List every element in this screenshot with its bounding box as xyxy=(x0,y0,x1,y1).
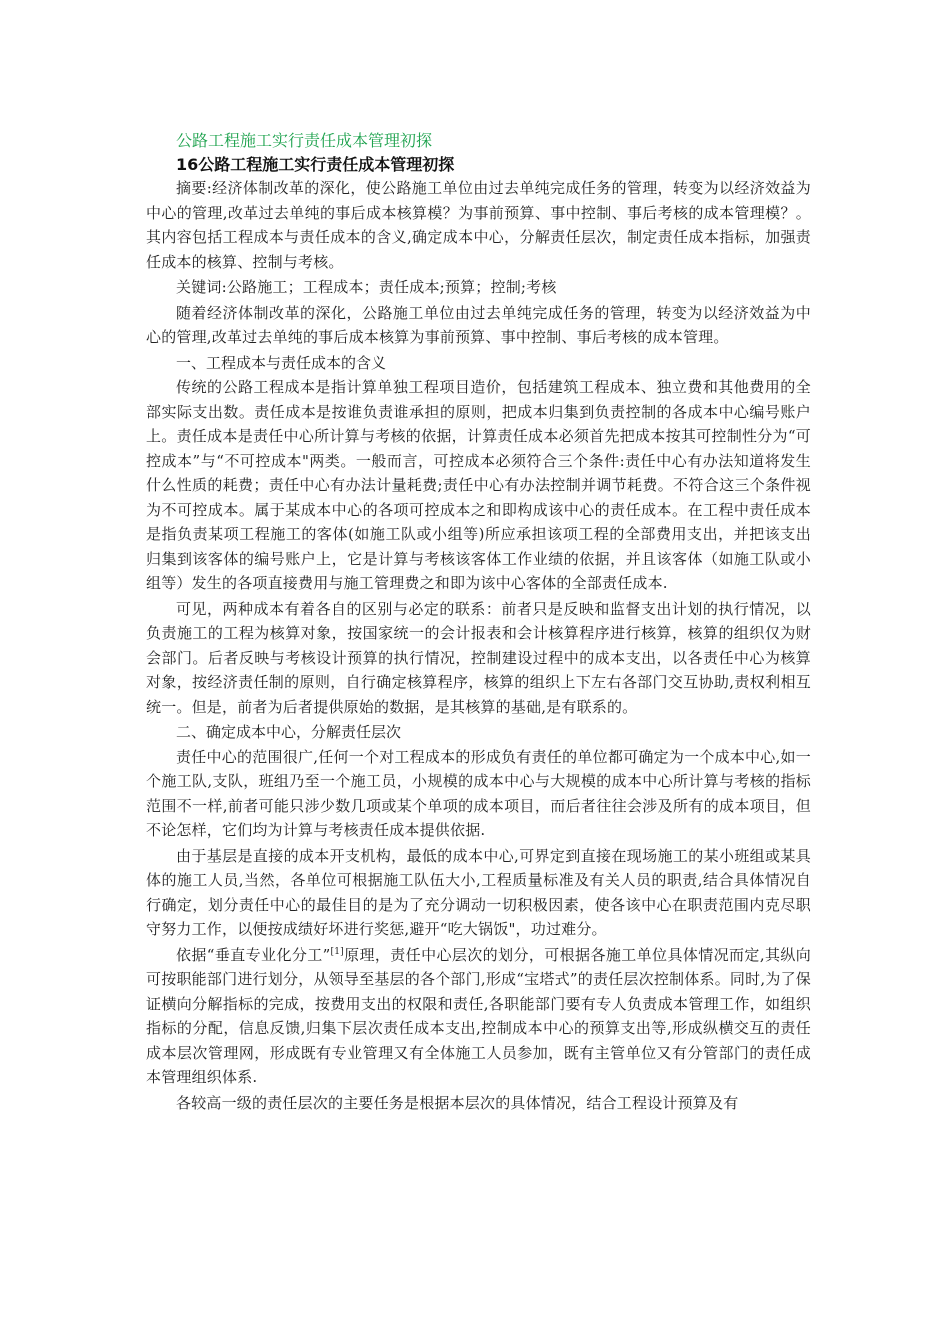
paragraph-lead-text: 依据“垂直专业化分工” xyxy=(176,945,331,964)
reference-marker[interactable]: [1] xyxy=(330,946,344,957)
section2-paragraph-3 xyxy=(146,943,811,1090)
section1-paragraph-2: 可见，两种成本有着各自的区别与必定的联系：前者只是反映和监督支出计划的执行情况，以负责施工的工程为核算对象，按国家统一的会计报表和会计核算程序进行核算，核算的组织仅为财会部门。后者反映与考核设计预算的执行情况，控制建设过程中的成本支出，以各责任中心为核算对象，按经济责任制的原则，自行确定核算程序，核算的组织上下左右各部门交互协助,责权利相互统一。但是，前者为后者提供原始的数据，是其核算的基础,是有联系的。 xyxy=(146,599,811,716)
paragraph-rest-text: 原理，责任中心层次的划分，可根据各施工单位具体情况而定,其纵向可按职能部门进行划分，从领导至基层的各个部门,形成“宝塔式”的责任层次控制体系。同时,为了保证横向分解指标的完成，按费用支出的权限和责任,各职能部门要有专人负责成本管理工作，如组织指标的分配，信息反馈,归集下层次责任成本支出,控制成本中心的预算支出等,形成纵横交互的责任成本层次管理网，形成既有专业管理又有全体施工人员参加，既有主管单位又有分管部门的责任成本管理组织体系. xyxy=(146,945,811,1086)
section2-paragraph-1: 责任中心的范围很广,任何一个对工程成本的形成负有责任的单位都可确定为一个成本中心,如一个施工队,支队，班组乃至一个施工员，小规模的成本中心与大规模的成本中心所计算与考核的指标范围不一样,前者可能只涉少数几项或某个单项的成本项目，而后者往往会涉及所有的成本项目，但不论怎样，它们均为计算与考核责任成本提供依据. xyxy=(146,747,811,839)
section1-paragraph-1: 传统的公路工程成本是指计算单独工程项目造价，包括建筑工程成本、独立费和其他费用的全部实际支出数。责任成本是按谁负责谁承担的原则，把成本归集到负责控制的各成本中心编号账户上。责任成本是责任中心所计算与考核的依据，计算责任成本必须首先把成本按其可控制性分为“可控成本”与“不可控成本"两类。一般而言，可控成本必须符合三个条件:责任中心有办法知道将发生什么性质的耗费；责任中心有办法计量耗费;责任中心有办法控制并调节耗费。不符合这三个条件视为不可控成本。属于某成本中心的各项可控成本之和即构成该中心的责任成本。在工程中责任成本是指负责某项工程施工的客体(如施工队或小组等)所应承担该项工程的全部费用支出，并把该支出归集到该客体的编号账户上，它是计算与考核该客体工作业绩的依据，并且该客体（如施工队或小组等）发生的各项直接费用与施工管理费之和即为该中心客体的全部责任成本. xyxy=(146,378,811,592)
abstract-paragraph: 摘要:经济体制改革的深化，使公路施工单位由过去单纯完成任务的管理，转变为以经济效益为中心的管理,改革过去单纯的事后成本核算模？为事前预算、事中控制、事后考核的成本管理模？。其内容包括工程成本与责任成本的含义,确定成本中心，分解责任层次，制定责任成本指标，加强责任成本的核算、控制与考核。 xyxy=(146,179,811,271)
section2-paragraph-4: 各较高一级的责任层次的主要任务是根据本层次的具体情况，结合工程设计预算及有 xyxy=(176,1093,739,1112)
keywords-paragraph: 关键词:公路施工；工程成本；责任成本;预算；控制;考核 xyxy=(176,278,557,296)
section2-paragraph-2: 由于基层是直接的成本开支机构，最低的成本中心,可界定到直接在现场施工的某小班组或某具体的施工人员,当然，各单位可根据施工队伍大小,工程质量标准及有关人员的职责,结合具体情况自行确定，划分责任中心的最佳目的是为了充分调动一切积极因素，使各该中心在职责范围内克尽职守努力工作，以便按成绩好坏进行奖惩,避开“吃大锅饭"，功过难分。 xyxy=(146,846,811,938)
article-body xyxy=(146,176,811,1116)
section-heading-1: 一、工程成本与责任成本的含义 xyxy=(176,353,387,372)
article-link-title[interactable]: 公路工程施工实行责任成本管理初探 xyxy=(176,131,433,150)
article-title: 16公路工程施工实行责任成本管理初探 xyxy=(176,155,455,174)
intro-paragraph: 随着经济体制改革的深化，公路施工单位由过去单纯完成任务的管理，转变为以经济效益为中心的管理,改革过去单纯的事后成本核算为事前预算、事中控制、事后考核的成本管理。 xyxy=(146,303,811,346)
section-heading-2: 二、确定成本中心，分解责任层次 xyxy=(176,723,402,741)
